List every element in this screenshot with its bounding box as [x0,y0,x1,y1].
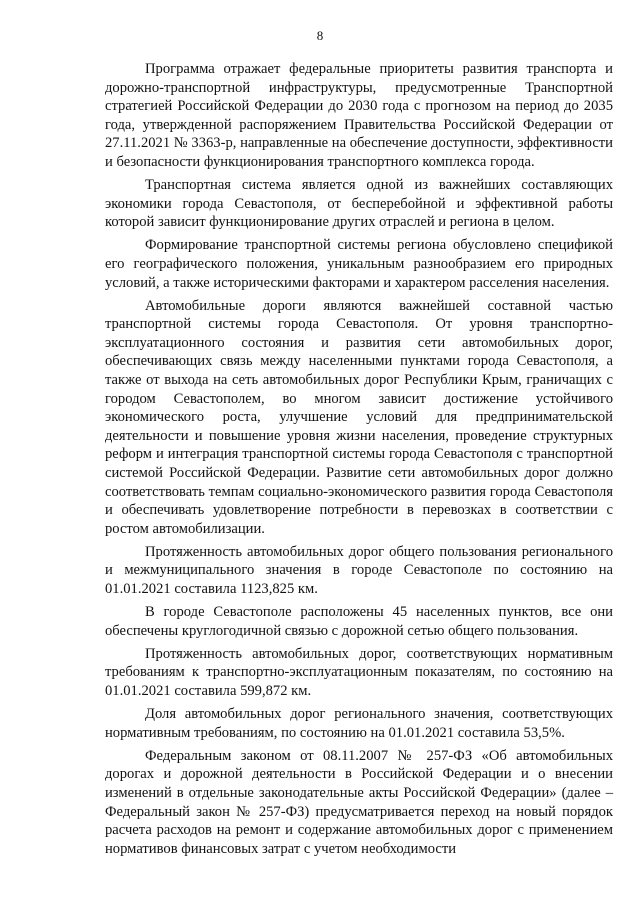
page-number: 8 [316,28,324,43]
paragraph-normative-roads-length: Протяженность автомобильных дорог, соответствующих нормативным требованиям к транспортно-эксплуатационным показателям, по состоянию на 01.01.2021 составила 599,872 км. [105,645,613,699]
document-body [105,60,613,863]
paragraph-system-formation: Формирование транспортной системы региона обусловлено спецификой его географического положения, уникальным разнообразием его природных условий, а также историческими факторами и характером расселения населения. [105,237,613,291]
paragraph-roads-length: Протяженность автомобильных дорог общего пользования регионального и межмуниципального значения в городе Севастополе по состоянию на 01.01.2021 составила 1123,825 км. [105,543,613,598]
paragraph-transport-system: Транспортная система является одной из важнейших составляющих экономики города Севастополя, от бесперебойной и эффективной работы которой зависит функционирование других отраслей и региона в целом. [105,177,613,231]
paragraph-roads-importance: Автомобильные дороги являются важнейшей составной частью транспортной системы города Севастополя. От уровня транспортно-эксплуатационного состояния и развития сети автомобильных дорог, обеспечивающих связь между населенными пунктами города Севастополя, а также от выхода на сеть автомобильных дорог Республики Крым, граничащих с городом Севастополем, во многом зависит достижение устойчивого экономического роста, улучшение условий для предпринимательской деятельности и повышение уровня жизни населения, проведение структурных реформ и интеграция транспортной системы города Севастополя с транспортной системой Российской Федерации. Развитие сети автомобильных дорог должно соответствовать темпам социально-экономического развития города Севастополя и обеспечивать удовлетворение потребности в перевозках в соответствии с ростом автомобилизации. [105,297,613,537]
paragraph-transport-strategy: Программа отражает федеральные приоритеты развития транспорта и дорожно-транспортной инфраструктуры, предусмотренные Транспортной стратегией Российской Федерации до 2030 года с прогнозом на период до 2035 года, утвержденной распоряжением Правительства Российской Федерации от 27.11.2021 № 3363-р, направленные на обеспечение доступности, эффективности и безопасности функционирования транспортного комплекса города. [105,61,613,170]
paragraph-normative-roads-share: Доля автомобильных дорог регионального значения, соответствующих нормативным требованиям, по состоянию на 01.01.2021 составила 53,5%. [105,706,613,741]
paragraph-federal-law: Федеральным законом от 08.11.2007 № 257-ФЗ «Об автомобильных дорогах и дорожной деятельности в Российской Федерации и о внесении изменений в отдельные законодательные акты Российской Федерации» (далее – Федеральный закон № 257-ФЗ) предусматривается переход на новый порядок расчета расходов на ремонт и содержание автомобильных дорог с применением нормативов финансовых затрат с учетом необходимости [105,747,613,857]
paragraph-settlements: В городе Севастополе расположены 45 населенных пунктов, все они обеспечены круглогодичной связью с дорожной сетью общего пользования. [105,604,613,639]
